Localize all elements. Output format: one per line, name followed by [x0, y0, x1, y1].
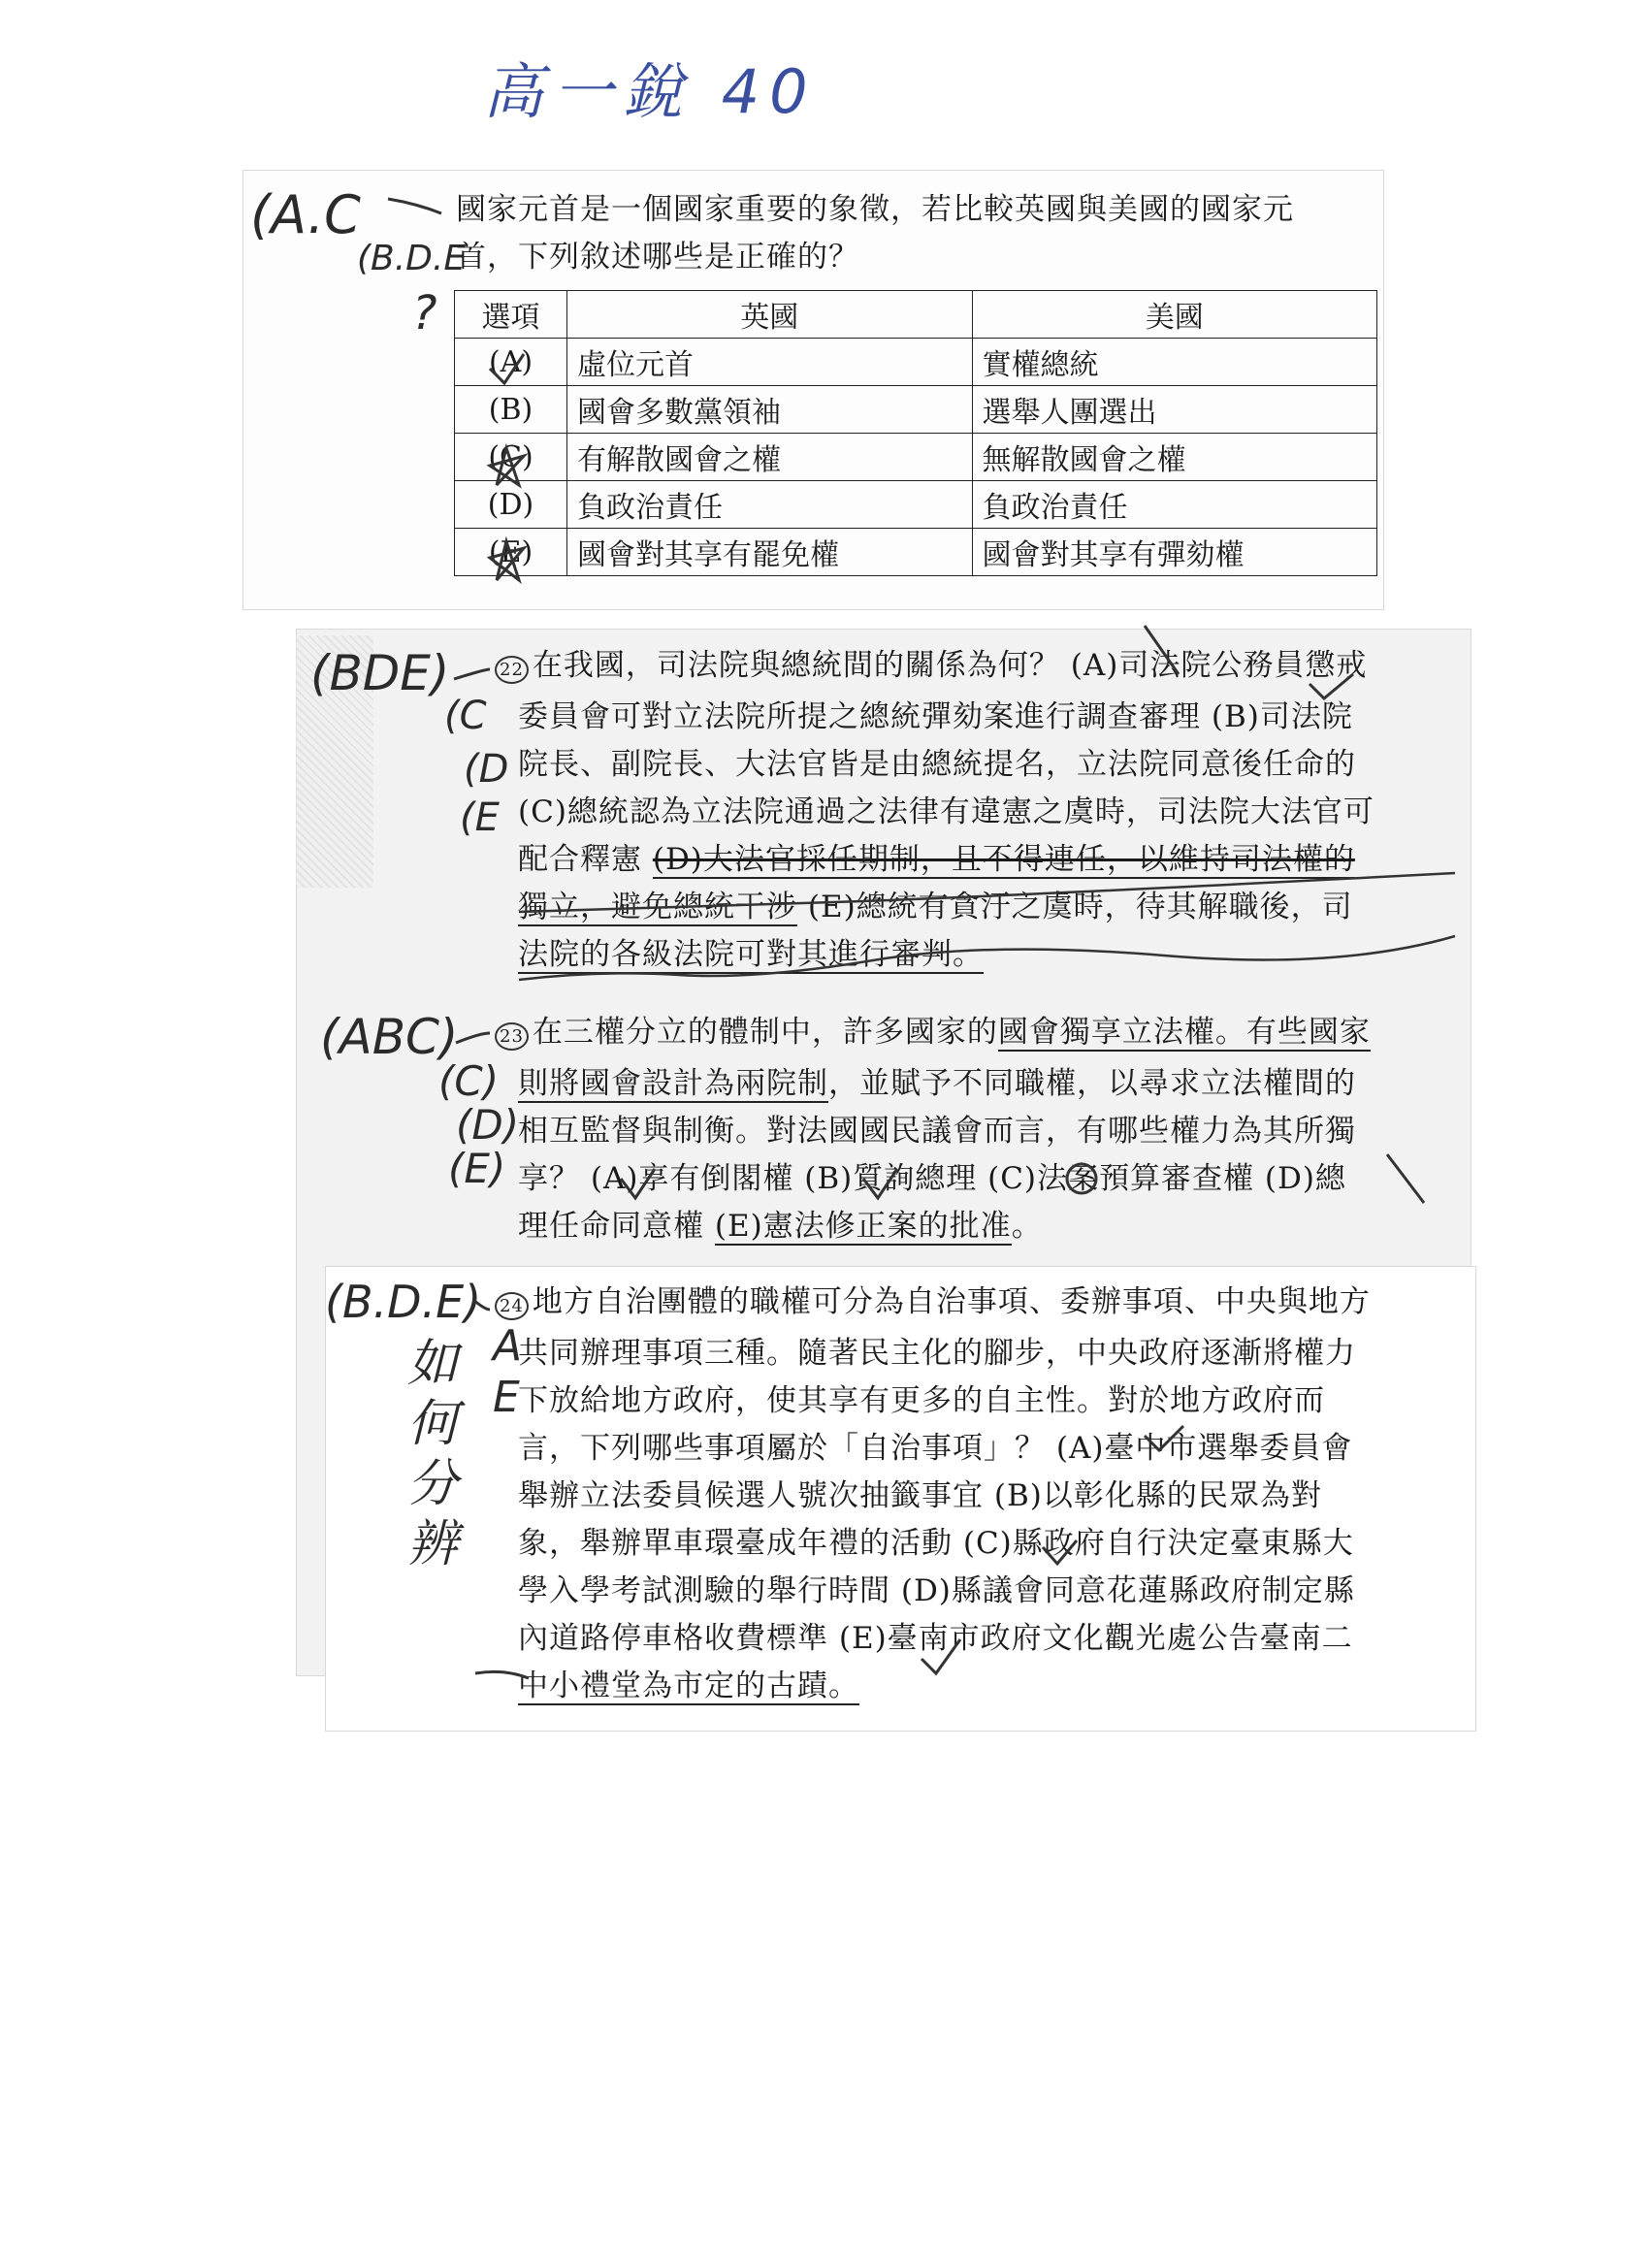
q22-option-d-struck: (D)大法官採任期制，且不得連任，以維持司法權的 [652, 842, 1355, 877]
q24-line-6: 象，舉辦單車環臺成年禮的活動 (C)縣政府自行決定臺東縣大 [518, 1526, 1354, 1561]
row-us: 無解散國會之權 [972, 434, 1377, 481]
row-us: 實權總統 [972, 339, 1377, 386]
q24-line-1-text: 地方自治團體的職權可分為自治事項、委辦事項、中央與地方 [532, 1284, 1371, 1319]
q22-line-6-a: 獨立，避免總統干涉 [518, 890, 797, 924]
check-q22-b [1310, 674, 1353, 698]
row-uk: 負政治責任 [567, 481, 973, 529]
loose-stroke-q24 [475, 1671, 529, 1678]
bracket-q22 [454, 669, 490, 679]
q1-question-mark: ? [412, 286, 437, 340]
q1-answer-note: (A.C [250, 184, 361, 245]
q24-line-7: 學入學考試測驗的舉行時間 (D)縣議會同意花蓮縣政府制定縣 [518, 1573, 1355, 1608]
q23-margin-note-d: (D) [456, 1101, 520, 1149]
header-option: 選項 [455, 291, 567, 339]
row-option: (D) [455, 481, 567, 529]
check-q23-b [863, 1169, 897, 1198]
q1-line-1: 國家元首是一個國家重要的象徵，若比較英國與美國的國家元 [456, 192, 1294, 227]
q23-line-1-a: 在三權分立的體制中，許多國家的 [532, 1015, 998, 1050]
q23-line-2-underlined: 則將國會設計為兩院制 [518, 1066, 828, 1101]
wavy-underline-q22b [519, 936, 1455, 980]
row-uk: 有解散國會之權 [567, 434, 973, 481]
check-q24-c [1043, 1540, 1077, 1564]
q23-line-1-underlined: 國會獨享立法權。有些國家 [997, 1015, 1371, 1050]
q22-line-7-text: 法院的各級法院可對其進行審判。 [518, 937, 984, 972]
q1-answer-note-2: (B.D.E [357, 239, 467, 278]
slash-q22-a [1145, 626, 1179, 674]
row-uk: 國會多數黨領袖 [567, 386, 973, 434]
circle-q23-c [1067, 1164, 1096, 1193]
q24-line-2: 共同辦理事項三種。隨著民主化的腳步，中央政府逐漸將權力 [518, 1336, 1356, 1371]
row-option: (E) [455, 529, 567, 576]
q22-line-5-a: 配合釋憲 [518, 842, 653, 877]
row-us: 負政治責任 [972, 481, 1377, 529]
q23-line-4: 享？ (A)享有倒閣權 (B)質詢總理 (C)法案預算審查權 (D)總 [518, 1161, 1346, 1196]
q22-margin-note-c: (C [444, 694, 487, 738]
bracket-q24 [473, 1300, 490, 1310]
check-q24-e [922, 1639, 960, 1673]
q24-line-8: 內道路停車格收費標準 (E)臺南市政府文化觀光處公告臺南二 [518, 1621, 1353, 1656]
check-q24-a [1145, 1426, 1183, 1450]
q22-line-1-text: 在我國，司法院與總統間的關係為何？ (A)司法院公務員懲戒 [532, 648, 1368, 683]
q24-line-4: 言，下列哪些事項屬於「自治事項」？ (A)臺中市選舉委員會 [518, 1431, 1353, 1466]
row-uk: 虛位元首 [567, 339, 973, 386]
row-option: (C) [455, 434, 567, 481]
q23-line-5-a: 理任命同意權 [518, 1209, 715, 1244]
q23-margin-note-c: (C) [438, 1057, 500, 1105]
q22-margin-note-e: (E [460, 795, 500, 840]
q24-line-3: 下放給地方政府，使其享有更多的自主性。對於地方政府而 [518, 1383, 1325, 1418]
row-option: (B) [455, 386, 567, 434]
q23-answer-note: (ABC) [320, 1009, 459, 1065]
header-us: 美國 [972, 291, 1377, 339]
row-option: (A) [455, 339, 567, 386]
check-q23-a [621, 1169, 655, 1198]
q23-number: 23 [495, 1022, 529, 1051]
q22-option-e: (E)總統有貪汙之虞時，待其解職後，司 [797, 890, 1353, 924]
q23-option-e-underlined: (E)憲法修正案的批准 [714, 1209, 1012, 1244]
q22-line-2: 委員會可對立法院所提之總統彈劾案進行調查審理 (B)司法院 [518, 699, 1353, 734]
q24-margin-letter-a: A [493, 1321, 523, 1371]
q22-line-4: (C)總統認為立法院通過之法律有違憲之虞時，司法院大法官可 [518, 794, 1374, 829]
q23-line-5-end: 。 [1011, 1209, 1043, 1244]
q24-line-5: 舉辦立法委員候選人號次抽籤事宜 (B)以彰化縣的民眾為對 [518, 1478, 1322, 1513]
q24-line-9-text: 中小禮堂為市定的古蹟。 [518, 1669, 859, 1703]
q23-margin-note-e: (E) [448, 1145, 506, 1192]
slash-q23-d [1387, 1154, 1424, 1203]
q22-line-3: 院長、副院長、大法官皆是由總統提名，立法院同意後任命的 [518, 747, 1356, 782]
q22-answer-note: (BDE) [310, 645, 450, 701]
row-uk: 國會對其享有罷免權 [567, 529, 973, 576]
q22-number: 22 [495, 656, 529, 684]
q1-line-2: 首，下列敘述哪些是正確的？ [456, 240, 859, 275]
header-uk: 英國 [567, 291, 973, 339]
row-us: 選舉人團選出 [972, 386, 1377, 434]
row-us: 國會對其享有彈劾權 [972, 529, 1377, 576]
q24-margin-question: 如何分辨 [407, 1335, 459, 1573]
q24-number: 24 [495, 1292, 529, 1320]
q23-line-3: 相互監督與制衡。對法國國民議會而言，有哪些權力為其所獨 [518, 1114, 1356, 1149]
handwritten-header: 高一銳 40 [483, 56, 818, 127]
q24-answer-note: (B.D.E) [325, 1276, 482, 1328]
q24-margin-letter-e: E [493, 1373, 520, 1422]
bracket-q23 [456, 1033, 490, 1043]
wavy-underline-q22 [519, 873, 1455, 912]
q22-margin-note-d: (D [464, 747, 509, 792]
q23-line-2-b: ，並賦予不同職權，以尋求立法權間的 [828, 1066, 1356, 1101]
